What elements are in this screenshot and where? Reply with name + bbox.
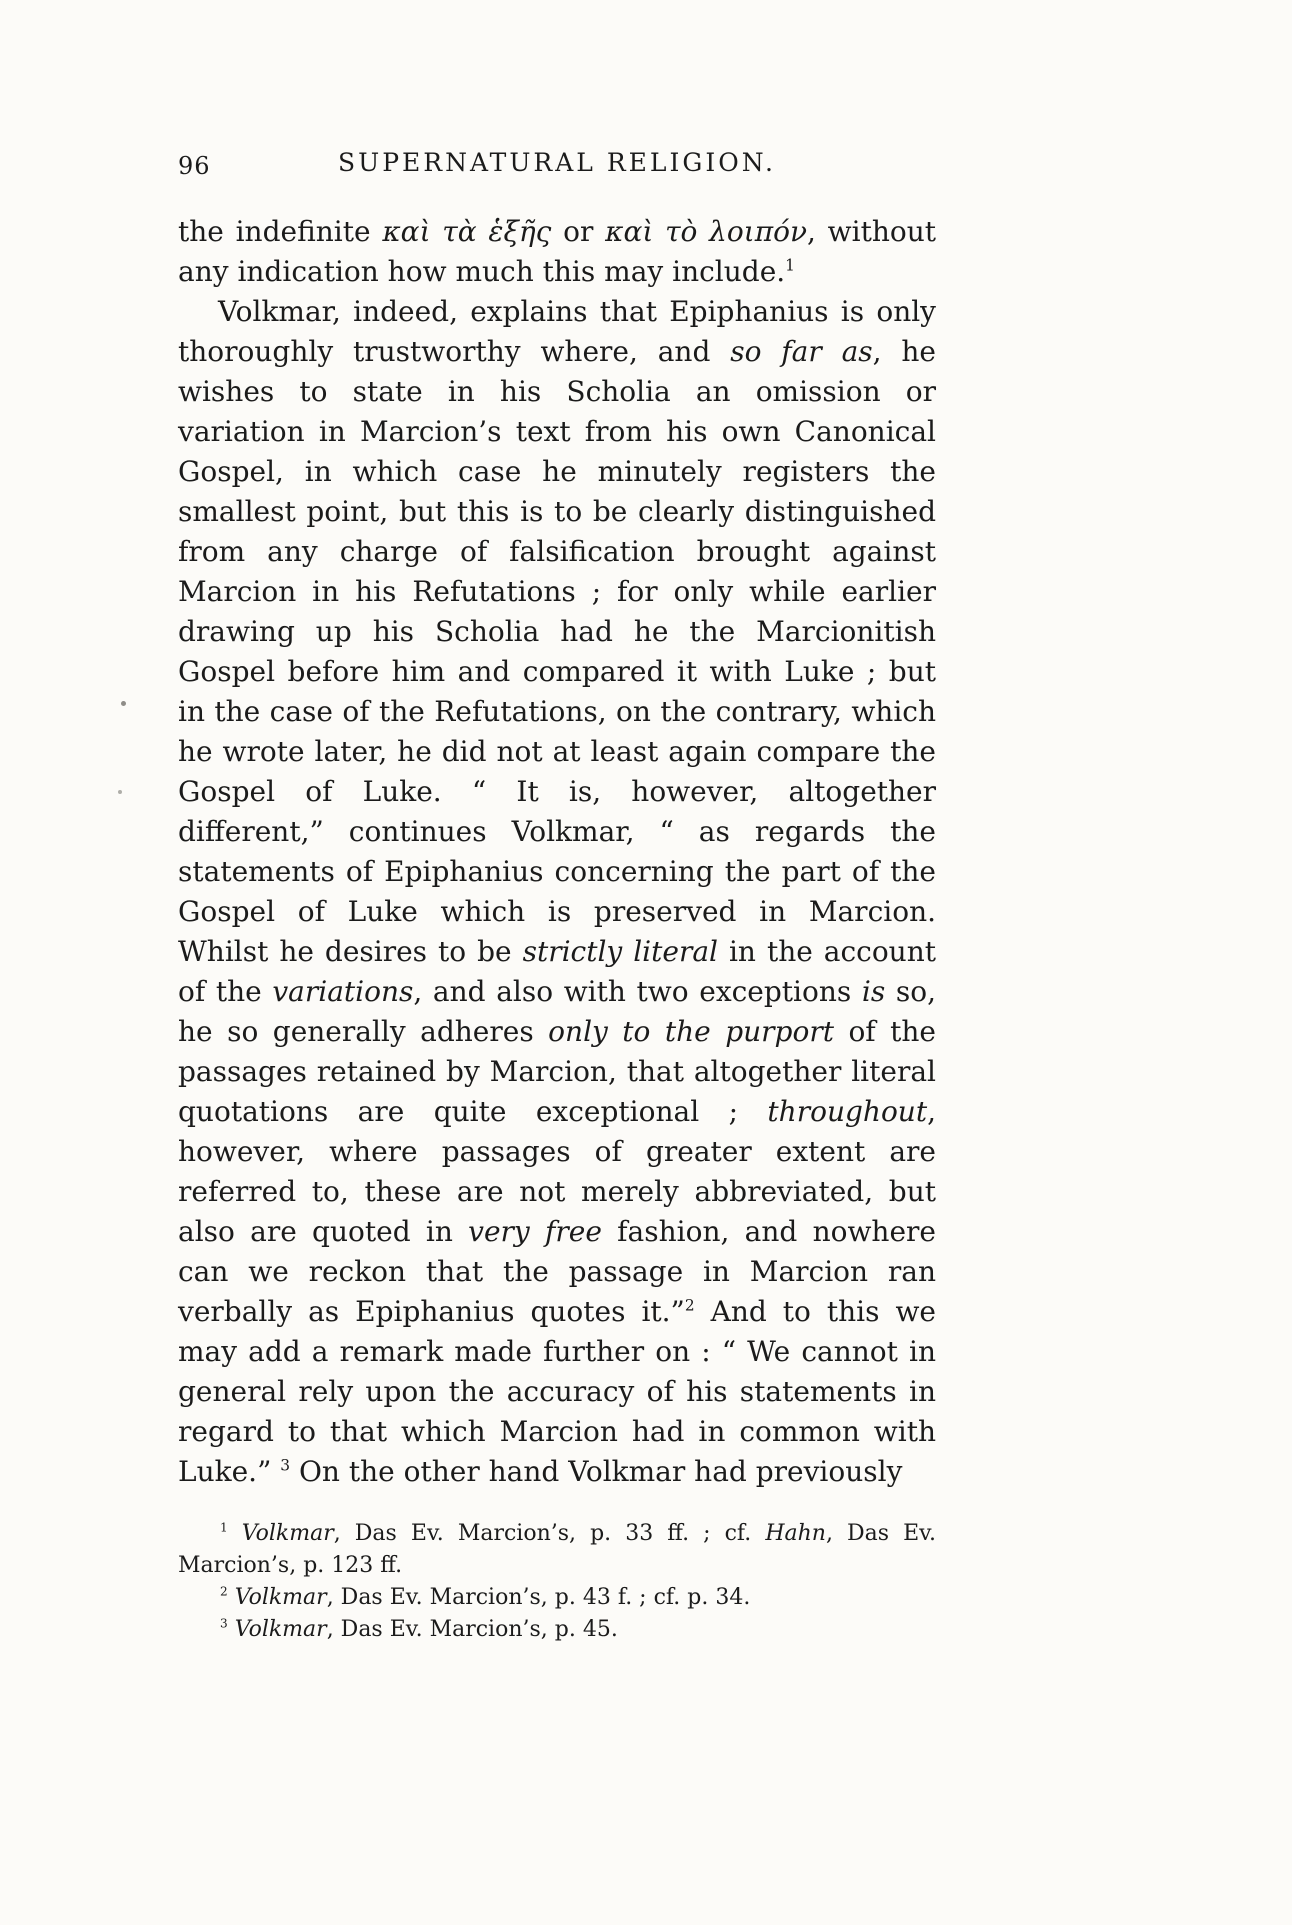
text-run: in the account of the (178, 935, 937, 1008)
text-run: And to this we may add a remark made further on : “ We cannot in general rely upon the accuracy of his statements in regard to that which Marcion had in common with Luke.” (178, 1295, 936, 1488)
text-run: , Das Ev. Marcion’s, p. 45. (326, 1617, 618, 1642)
text-run: Hahn (765, 1521, 826, 1546)
scan-speck (118, 790, 122, 794)
text-run: Volkmar (234, 1617, 327, 1642)
text-run: very free (468, 1215, 602, 1248)
text-run: variations (272, 975, 414, 1008)
text-run (228, 1585, 235, 1610)
footnote (178, 1582, 936, 1614)
text-run: of the passages retained by Marcion, that altogether literal quotations are quite exceptional ; (178, 1015, 937, 1128)
footnotes (178, 1518, 936, 1646)
text-run: fashion, and nowhere can we reckon that the passage in Marcion ran verbally as Epiphanius quotes it.” (178, 1215, 936, 1328)
text-run: , however, where passages of greater extent are referred to, these are not merely abbreviated, but also are quoted in (178, 1095, 936, 1248)
paragraph (178, 292, 936, 1492)
text-run: , without any indication how much this may include. (178, 215, 937, 288)
text-run (228, 1617, 235, 1642)
footnote (178, 1518, 936, 1582)
text-block (178, 148, 936, 1646)
paragraph (178, 212, 936, 292)
text-run: , he wishes to state in his Scholia an omission or variation in Marcion’s text from his own Canonical Gospel, in which case he minutely registers the smallest point, but this is to be clearly distinguished from any charge of falsification brought against Marcion in his Refutations ; for only while earlier drawing up his Scholia had he the Marcionitish Gospel before him and compared it with Luke ; but in the case of the Refutations, on the contrary, which he wrote later, he did not at least again compare the Gospel of Luke. “ It is, however, altogether different,” continues Volkmar, “ as regards the statements of Epiphanius concerning the part of the Gospel of Luke which is preserved in Marcion. Whilst he desires to be (178, 335, 937, 968)
text-run: or (551, 215, 606, 248)
footnote-ref: 3 (220, 1616, 228, 1631)
scan-speck (121, 701, 126, 706)
body-text (178, 212, 936, 1492)
footnote-ref: 1 (220, 1520, 228, 1535)
text-run: is (861, 975, 886, 1008)
text-run: Volkmar, indeed, explains that Epiphanius is only thoroughly trustworthy where, and (178, 295, 936, 368)
text-run (228, 1521, 242, 1546)
text-run: , Das Ev. Marcion’s, p. 43 f. ; cf. p. 34. (326, 1585, 751, 1610)
running-title: SUPERNATURAL RELIGION. (338, 148, 776, 177)
footnote-ref: 2 (220, 1584, 228, 1599)
text-run: Volkmar (241, 1521, 334, 1546)
text-run: On the other hand Volkmar had previously (290, 1455, 903, 1488)
text-run: , and also with two exceptions (413, 975, 862, 1008)
greek-text-run: καὶ τὸ λοιπόν (605, 215, 808, 248)
text-run: Volkmar (234, 1585, 327, 1610)
footnote-ref: 2 (684, 1296, 695, 1315)
text-run: so, he so generally adheres (178, 975, 936, 1048)
page-number: 96 (178, 152, 211, 180)
text-run: the indefinite (178, 215, 383, 248)
footnote-ref: 1 (785, 256, 795, 275)
text-run: only to the purport (548, 1015, 834, 1048)
page-header (178, 148, 936, 186)
footnote-ref: 3 (280, 1456, 291, 1475)
text-run: strictly literal (522, 935, 718, 968)
text-run: throughout (767, 1095, 928, 1128)
footnote (178, 1614, 936, 1646)
greek-text-run: καὶ τὰ ἑξῆς (382, 215, 552, 248)
text-run: , Das Ev. Marcion’s, p. 33 ff. ; cf. (333, 1521, 766, 1546)
text-run: so far as (730, 335, 873, 368)
text-run: , Das Ev. Marcion’s, p. 123 ff. (178, 1521, 936, 1578)
